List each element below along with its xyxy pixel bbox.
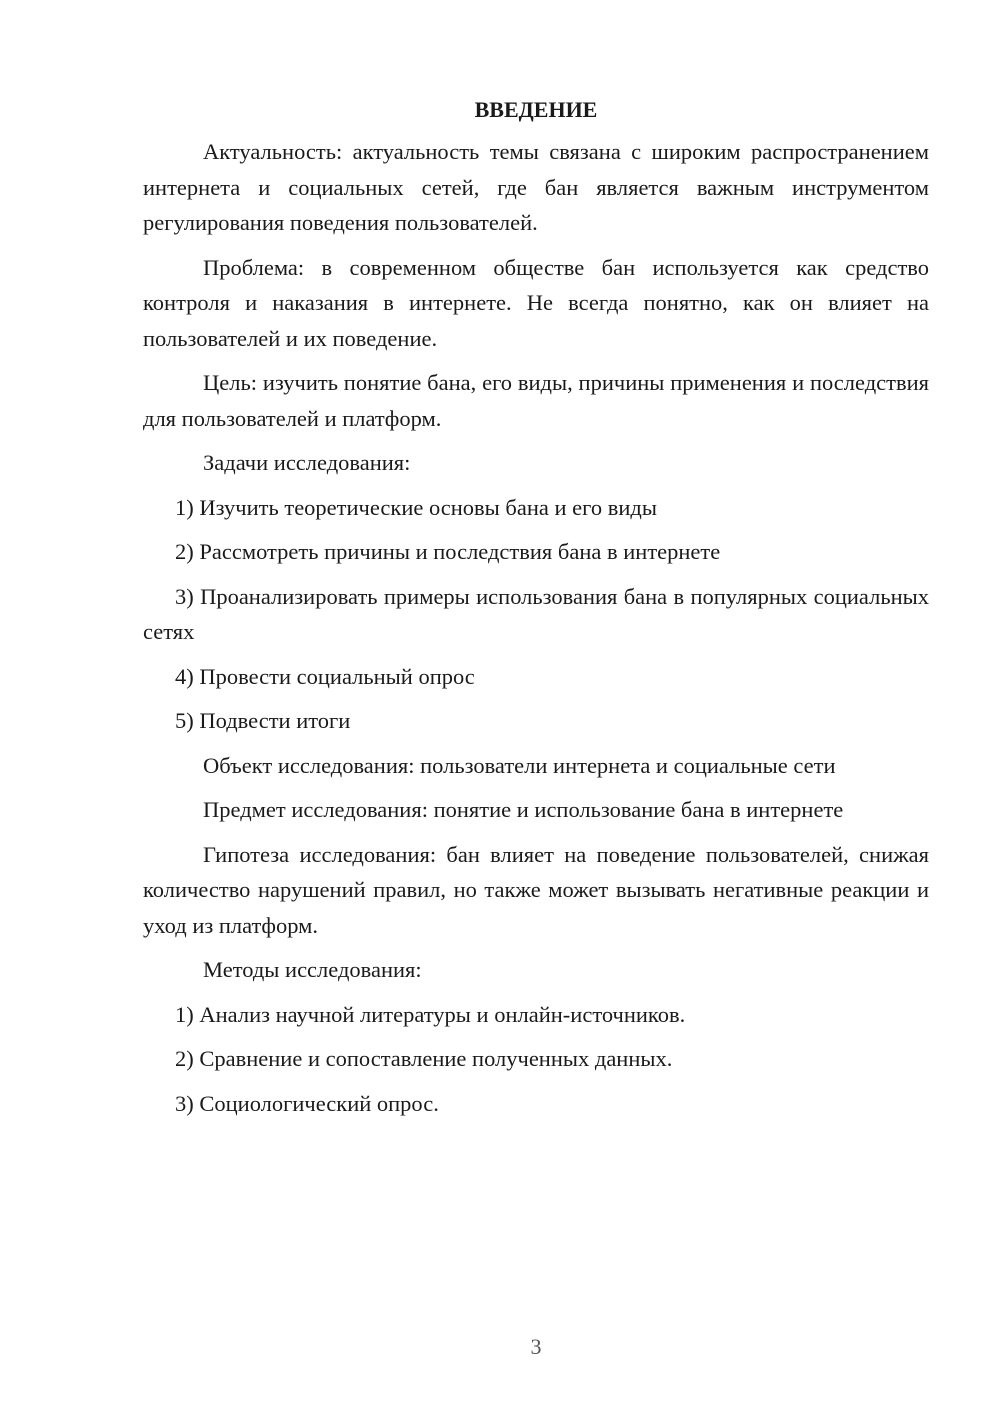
method-item: 1) Анализ научной литературы и онлайн-источников. xyxy=(175,1001,686,1027)
paragraph-hypothesis: Гипотеза исследования: бан влияет на поведение пользователей, снижая количество нарушений правил, но также может вызывать негативные реакции и уход из платформ. xyxy=(143,841,929,938)
paragraph-goal: Цель: изучить понятие бана, его виды, причины применения и последствия для пользователей и платформ. xyxy=(143,370,929,431)
paragraph-subject: Предмет исследования: понятие и использование бана в интернете xyxy=(203,797,844,822)
paragraph-relevance: Актуальность: актуальность темы связана с широким распространением интернета и социальных сетей, где бан является важным инструментом регулирования поведения пользователей. xyxy=(143,139,929,235)
task-item: 5) Подвести итоги xyxy=(175,708,351,733)
paragraph-object: Объект исследования: пользователи интернета и социальные сети xyxy=(203,752,836,778)
task-item: 4) Провести социальный опрос xyxy=(175,663,475,689)
methods-heading: Методы исследования: xyxy=(203,957,422,982)
tasks-heading: Задачи исследования: xyxy=(203,450,411,475)
task-item: 1) Изучить теоретические основы бана и его виды xyxy=(175,494,657,520)
paragraph-problem: Проблема: в современном обществе бан используется как средство контроля и наказания в интернете. Не всегда понятно, как он влияет на пользователей и их поведение. xyxy=(143,254,929,351)
task-item: 2) Рассмотреть причины и последствия бана в интернете xyxy=(175,539,721,564)
method-item: 2) Сравнение и сопоставление полученных данных. xyxy=(175,1046,673,1071)
page-number: 3 xyxy=(530,1334,542,1359)
page-title: ВВЕДЕНИЕ xyxy=(474,97,598,122)
page-content xyxy=(143,95,929,1130)
method-item: 3) Социологический опрос. xyxy=(175,1090,439,1116)
task-item: 3) Проанализировать примеры использования бана в популярных социальных сетях xyxy=(143,583,929,644)
